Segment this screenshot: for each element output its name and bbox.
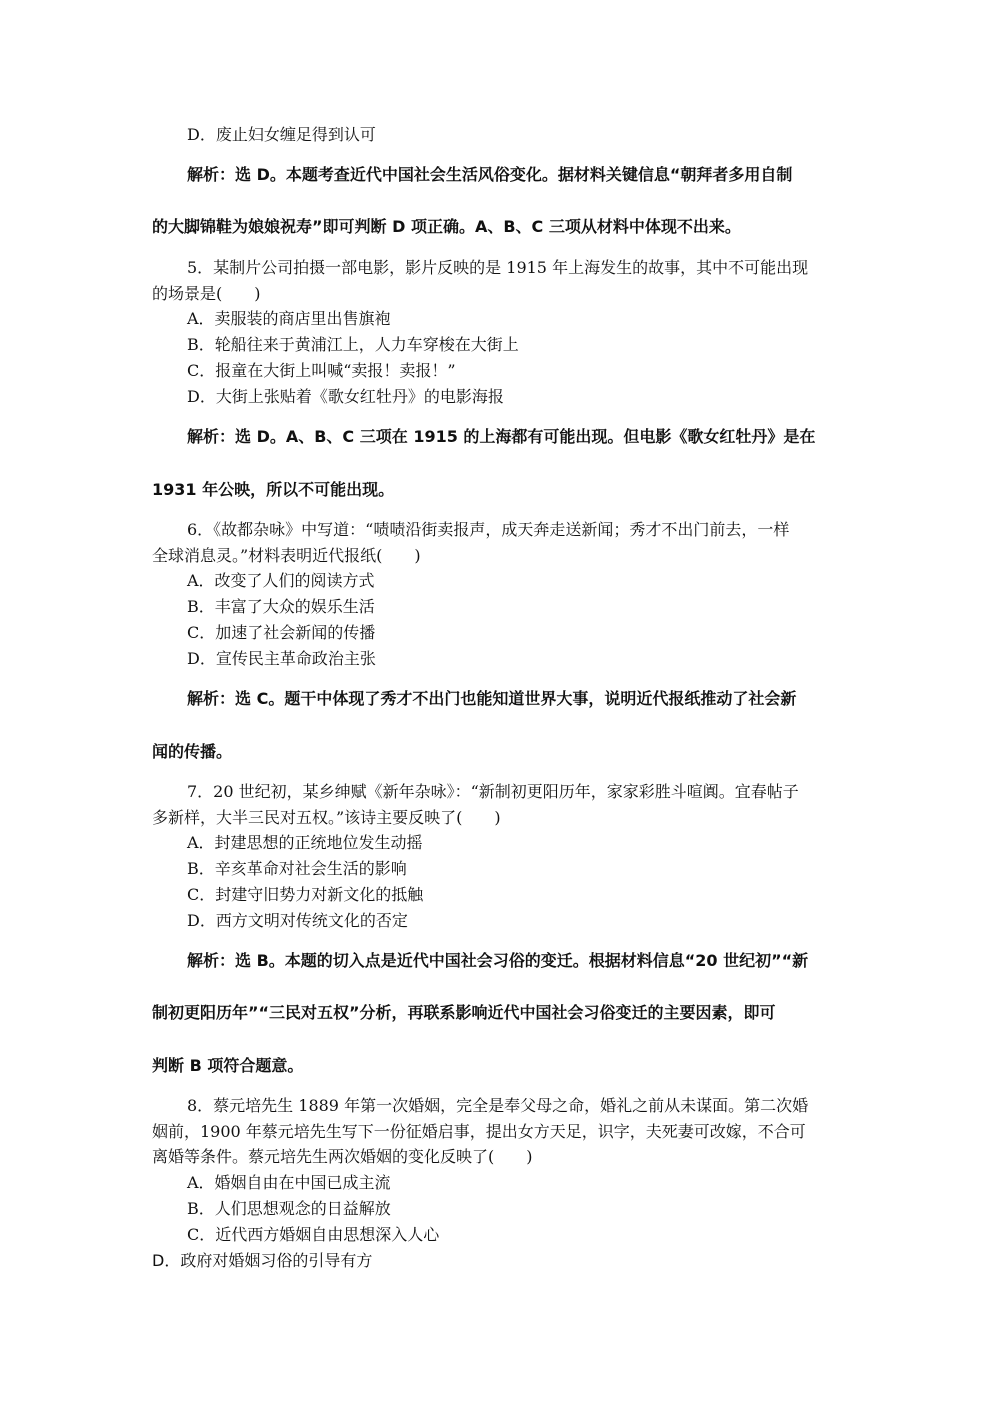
q8-option-b: B．人们思想观念的日益解放 (187, 1199, 391, 1218)
q5-stem-line-1: 5．某制片公司拍摄一部电影，影片反映的是 1915 年上海发生的故事，其中不可能出现 (187, 258, 809, 277)
q6-analysis-line-1: 解析：选 C。题干中体现了秀才不出门也能知道世界大事，说明近代报纸推动了社会新 (187, 689, 797, 708)
q7-stem-line-1: 7．20 世纪初，某乡绅赋《新年杂咏》：“新制初更阳历年，家家彩胜斗喧阗。宜春帖子 (187, 782, 799, 801)
q8-stem-line-2: 姻前，1900 年蔡元培先生写下一份征婚启事，提出女方天足，识字，夫死妻可改嫁，不合可 (152, 1122, 806, 1141)
q4-analysis-line-1: 解析：选 D。本题考查近代中国社会生活风俗变化。据材料关键信息“朝拜者多用自制 (187, 165, 793, 184)
q6-stem-line-1: 6．《故都杂咏》中写道：“啧啧沿街卖报声，成天奔走送新闻；秀才不出门前去，一样 (187, 520, 790, 539)
q7-analysis-line-2: 制初更阳历年”“三民对五权”分析，再联系影响近代中国社会习俗变迁的主要因素，即可 (152, 1003, 776, 1022)
q4-analysis-line-2: 的大脚锦鞋为娘娘祝寿”即可判断 D 项正确。A、B、C 三项从材料中体现不出来。 (152, 217, 741, 236)
q8-option-a: A．婚姻自由在中国已成主流 (187, 1173, 391, 1192)
q6-option-d: D．宣传民主革命政治主张 (187, 649, 376, 668)
q7-stem-line-2: 多新样，大半三民对五权。”该诗主要反映了( ) (152, 808, 501, 827)
q5-analysis-line-1: 解析：选 D。A、B、C 三项在 1915 的上海都有可能出现。但电影《歌女红牡丹》是在 (187, 427, 816, 446)
q7-option-a: A．封建思想的正统地位发生动摇 (187, 833, 423, 852)
q6-stem-line-2: 全球消息灵。”材料表明近代报纸( ) (152, 546, 421, 565)
q5-stem-line-2: 的场景是( ) (152, 284, 261, 303)
q5-option-c: C．报童在大街上叫喊“卖报！卖报！” (187, 361, 456, 380)
q6-analysis-line-2: 闻的传播。 (152, 742, 233, 761)
q6-option-b: B．丰富了大众的娱乐生活 (187, 597, 375, 616)
q5-option-b: B．轮船往来于黄浦江上，人力车穿梭在大街上 (187, 335, 519, 354)
q7-analysis-line-1: 解析：选 B。本题的切入点是近代中国社会习俗的变迁。根据材料信息“20 世纪初”“新 (187, 951, 809, 970)
q8-option-c: C．近代西方婚姻自由思想深入人心 (187, 1225, 440, 1244)
q5-option-d: D．大街上张贴着《歌女红牡丹》的电影海报 (187, 387, 504, 406)
q7-analysis-line-3: 判断 B 项符合题意。 (152, 1056, 304, 1075)
q7-option-c: C．封建守旧势力对新文化的抵触 (187, 885, 424, 904)
q8-stem-line-1: 8．蔡元培先生 1889 年第一次婚姻，完全是奉父母之命，婚礼之前从未谋面。第二次婚 (187, 1096, 809, 1115)
q6-option-c: C．加速了社会新闻的传播 (187, 623, 376, 642)
q6-option-a: A．改变了人们的阅读方式 (187, 571, 375, 590)
q7-option-b: B．辛亥革命对社会生活的影响 (187, 859, 407, 878)
q5-option-a: A．卖服装的商店里出售旗袍 (187, 309, 391, 328)
q8-option-d: D．政府对婚姻习俗的引导有方 (152, 1251, 373, 1270)
q5-analysis-line-2: 1931 年公映，所以不可能出现。 (152, 480, 395, 499)
q4-option-d: D．废止妇女缠足得到认可 (187, 125, 376, 144)
q8-stem-line-3: 离婚等条件。蔡元培先生两次婚姻的变化反映了( ) (152, 1147, 533, 1166)
q7-option-d: D．西方文明对传统文化的否定 (187, 911, 408, 930)
